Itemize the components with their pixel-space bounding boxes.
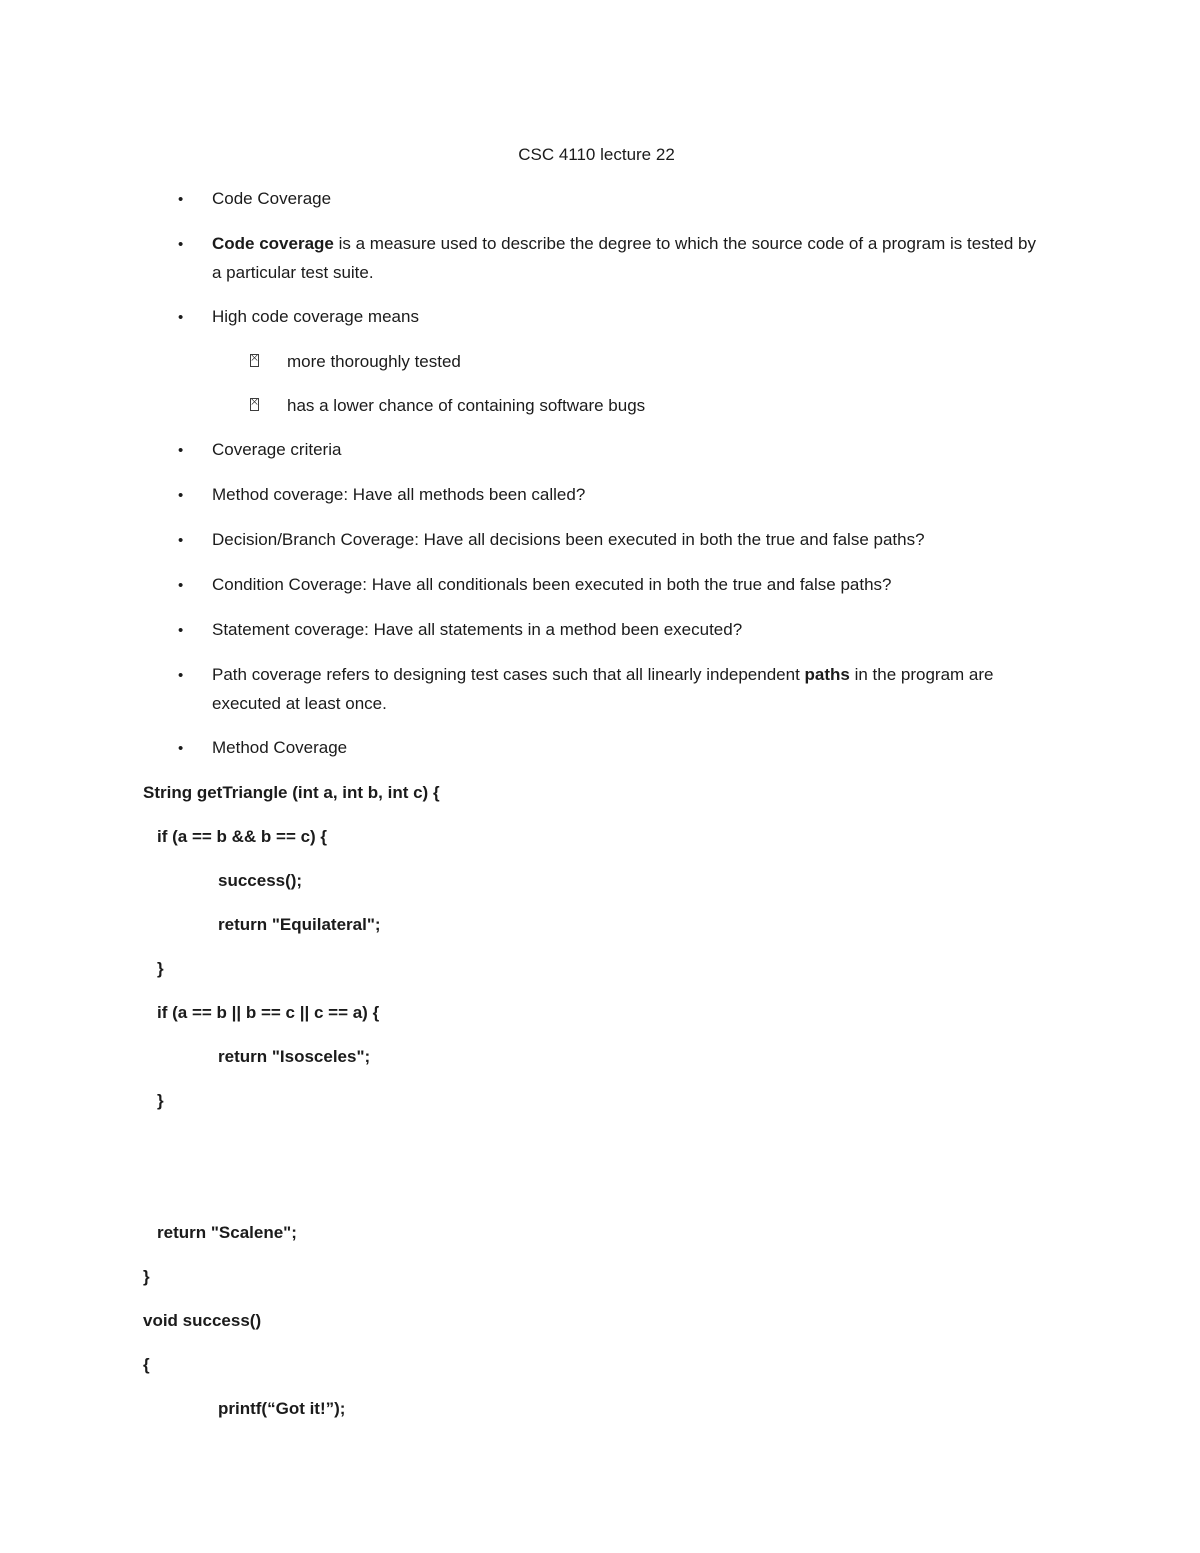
bullet-text: Method coverage: Have all methods been called? [212, 485, 586, 504]
code-line: if (a == b && b == c) { [157, 827, 328, 846]
bullet-text: Statement coverage: Have all statements in a method been executed? [212, 620, 743, 639]
code-line: success(); [218, 871, 303, 890]
bullet-text: Coverage criteria [212, 440, 342, 459]
code-line: } [143, 1267, 150, 1286]
bullet-item [143, 525, 1050, 555]
bullet-dot-icon [178, 570, 212, 600]
code-line: if (a == b || b == c || c == a) { [157, 1003, 380, 1022]
bullet-text: Condition Coverage: Have all conditionals been executed in both the true and false paths? [212, 575, 892, 594]
code-line: } [157, 959, 164, 978]
code-line: return "Equilateral"; [218, 915, 381, 934]
bullet-text: High code coverage means [212, 307, 419, 326]
bullet-item [143, 615, 1050, 645]
bullet-item [143, 733, 1050, 763]
missing-glyph-box-icon [250, 347, 287, 376]
page-title: CSC 4110 lecture 22 [518, 145, 675, 164]
bullet-item [143, 435, 1050, 465]
bullet-dot-icon [178, 184, 212, 214]
bullet-text: has a lower chance of containing software bugs [287, 396, 646, 415]
bullet-dot-icon [178, 229, 212, 259]
bullet-dot-icon [178, 660, 212, 690]
code-line: return "Scalene"; [157, 1223, 297, 1242]
bullet-item [143, 480, 1050, 510]
sub-bullet-item [143, 347, 1050, 376]
code-line [143, 1174, 1050, 1203]
bullet-item [143, 184, 1050, 214]
bullet-text: Decision/Branch Coverage: Have all decisions been executed in both the true and false paths? [212, 530, 925, 549]
code-block [143, 778, 1050, 1423]
bullet-text: Method Coverage [212, 738, 348, 757]
bullet-item [143, 570, 1050, 600]
bullet-dot-icon [178, 615, 212, 645]
bullet-item [143, 229, 1050, 287]
missing-glyph-box-icon [250, 391, 287, 420]
bullet-item [143, 660, 1050, 718]
code-line: void success() [143, 1311, 262, 1330]
bullet-list [143, 184, 1050, 763]
bullet-dot-icon [178, 435, 212, 465]
bullet-dot-icon [178, 733, 212, 763]
bullet-text: Path coverage refers to designing test cases such that all linearly independent paths in the program are executed at least once. [212, 665, 994, 713]
code-line: printf(“Got it!”); [218, 1399, 346, 1418]
bullet-dot-icon [178, 525, 212, 555]
sub-bullet-item [143, 391, 1050, 420]
code-line: } [157, 1091, 164, 1110]
bullet-text: more thoroughly tested [287, 352, 461, 371]
bullet-item [143, 302, 1050, 332]
bullet-text: Code Coverage [212, 189, 332, 208]
code-line: return "Isosceles"; [218, 1047, 371, 1066]
code-line: { [143, 1355, 150, 1374]
bullet-dot-icon [178, 302, 212, 332]
code-line [143, 1130, 1050, 1159]
bullet-text: Code coverage is a measure used to describe the degree to which the source code of a program is tested by a particular test suite. [212, 234, 1037, 282]
code-line: String getTriangle (int a, int b, int c) { [143, 783, 440, 802]
bullet-dot-icon [178, 480, 212, 510]
